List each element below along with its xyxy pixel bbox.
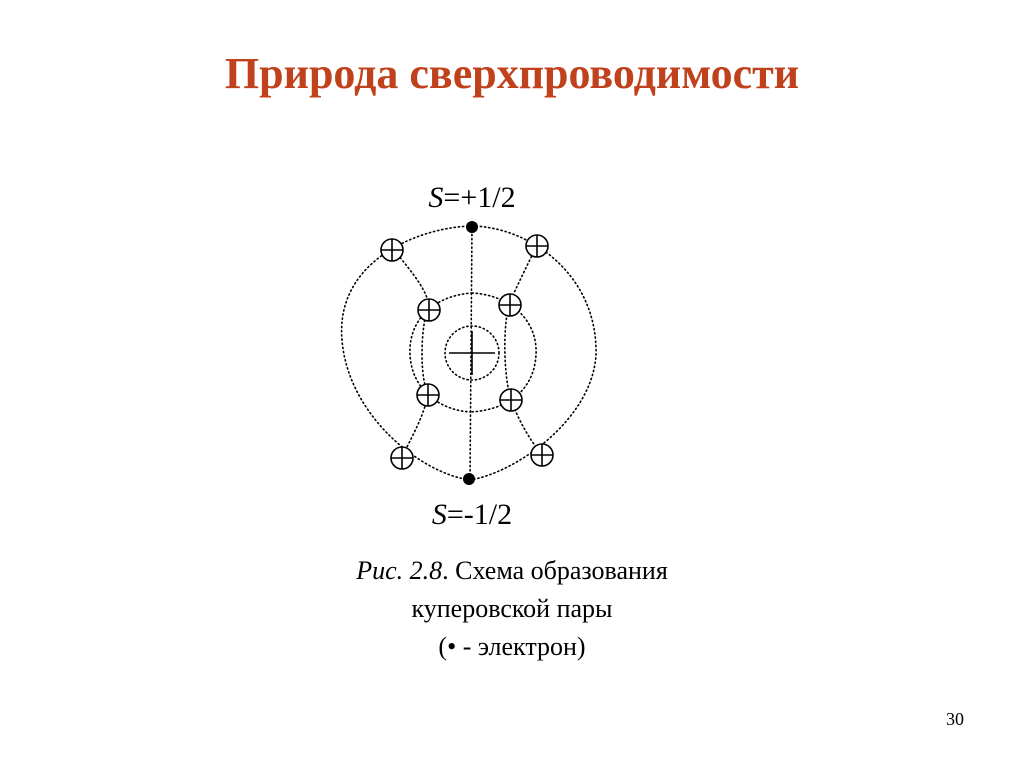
legend-open: ( — [438, 632, 448, 661]
caption-line-2: куперовской пары — [411, 594, 613, 623]
circled-plus-icon — [499, 294, 521, 316]
spin-symbol-bottom: S — [431, 498, 447, 531]
page-number: 30 — [946, 709, 964, 729]
central-plus-icon — [449, 331, 495, 375]
spin-label-bottom — [372, 497, 572, 533]
circled-plus-icon — [391, 447, 413, 469]
figure-ref: Рис. 2.8 — [356, 556, 443, 585]
slide-title: Природа сверхпроводимости — [224, 49, 800, 98]
circled-plus-icon — [531, 444, 553, 466]
circled-plus-icon — [417, 384, 439, 406]
caption-line-1 — [212, 552, 812, 590]
spin-value-bottom: =-1/2 — [446, 498, 513, 531]
circled-plus-icon — [418, 299, 440, 321]
legend-bullet: • — [447, 632, 457, 661]
spin-label-top — [372, 180, 572, 216]
circled-plus-icon — [500, 389, 522, 411]
electron-dot-icon — [463, 473, 475, 485]
caption-line-1-text: . Схема образования — [442, 556, 668, 585]
spin-value-top: =+1/2 — [443, 181, 516, 214]
circled-plus-icon — [526, 235, 548, 257]
spin-symbol-top: S — [428, 181, 444, 214]
figure-caption — [212, 552, 812, 666]
legend-text: - электрон) — [456, 632, 586, 661]
circled-plus-icon — [381, 239, 403, 261]
connector-left — [392, 248, 428, 457]
cooper-pair-diagram — [330, 215, 610, 490]
connector-right — [505, 245, 542, 455]
electron-dot-icon — [466, 221, 478, 233]
caption-legend — [212, 628, 812, 666]
